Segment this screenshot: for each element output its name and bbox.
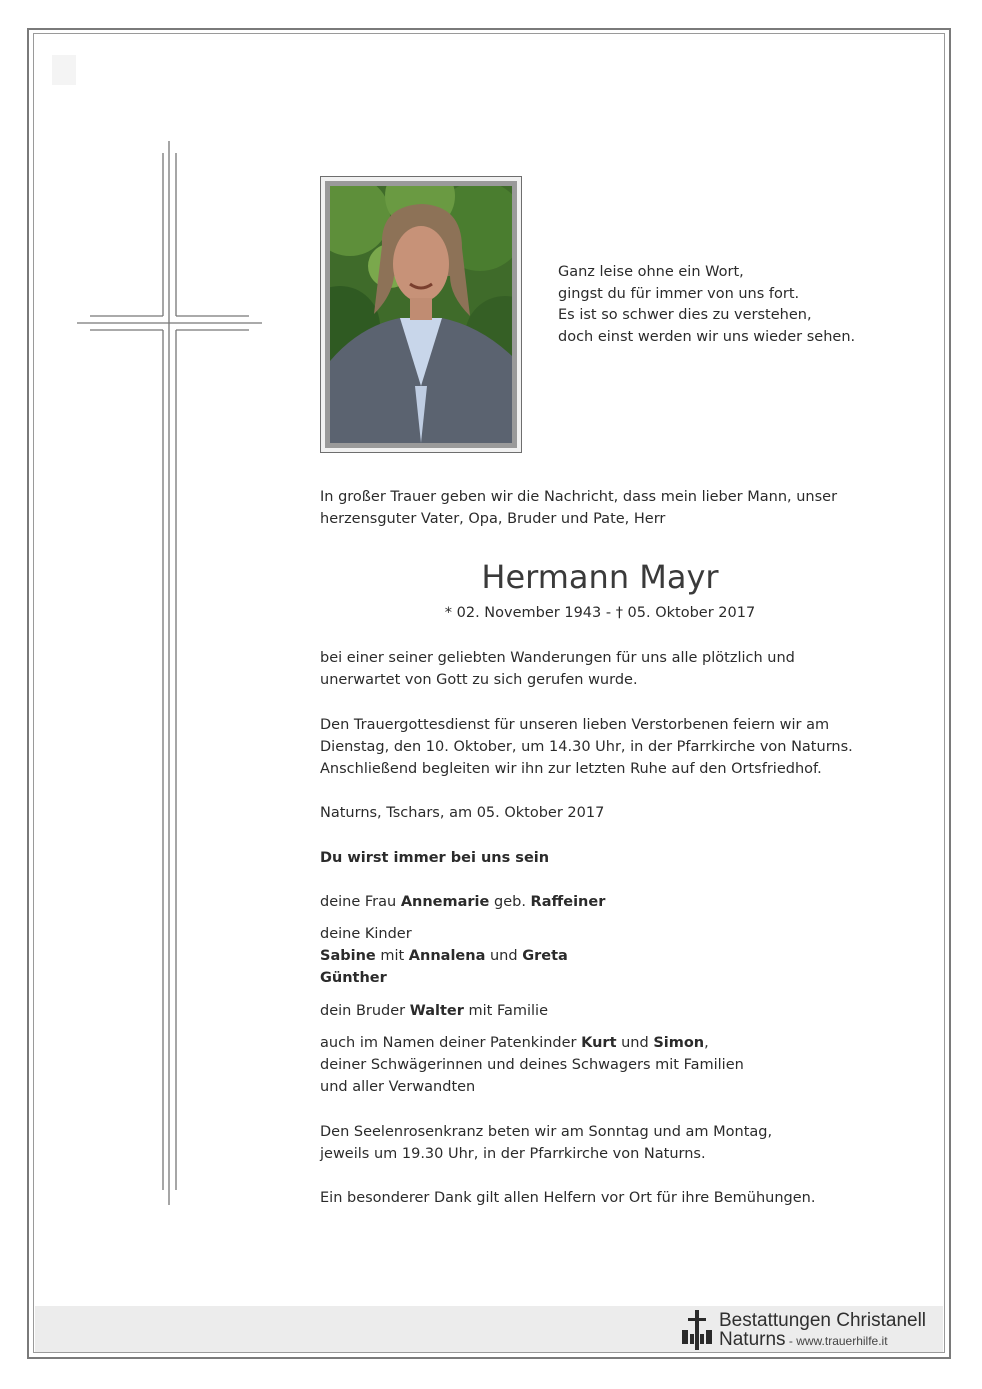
godchild-name: Simon <box>653 1035 705 1051</box>
rosary-text <box>320 1121 772 1165</box>
funeral-line: Dienstag, den 10. Oktober, um 14.30 Uhr, in der Pfarrkirche von Naturns. <box>320 739 853 755</box>
wife-name: Annemarie <box>400 894 490 910</box>
place-date: Naturns, Tschars, am 05. Oktober 2017 <box>320 805 605 821</box>
wife-prefix: deine Frau <box>320 894 401 910</box>
circumstance-line: unerwartet von Gott zu sich gerufen wurde. <box>320 672 638 688</box>
funeral-text <box>320 714 853 780</box>
funeral-line: Anschließend begleiten wir ihn zur letzten Ruhe auf den Ortsfriedhof. <box>320 761 822 777</box>
website-link[interactable]: - www.trauerhilfe.it <box>785 1334 888 1348</box>
poem-line: Es ist so schwer dies zu verstehen, <box>558 307 812 323</box>
poem <box>558 262 855 348</box>
circumstance-text <box>320 647 795 691</box>
brother-prefix: dein Bruder <box>320 1003 410 1019</box>
inlaws-line: deiner Schwägerinnen und deines Schwagers mit Familien <box>320 1057 744 1073</box>
funeral-home-place: Naturns <box>719 1329 786 1350</box>
poem-line: Ganz leise ohne ein Wort, <box>558 264 744 280</box>
rosary-line: Den Seelenrosenkranz beten wir am Sonntag und am Montag, <box>320 1124 773 1140</box>
godchildren-suffix: , <box>704 1035 709 1051</box>
godchildren-prefix: auch im Namen deiner Patenkinder <box>320 1035 582 1051</box>
brother-suffix: mit Familie <box>463 1003 548 1019</box>
cross-logo-icon <box>680 1308 716 1352</box>
godchildren-line <box>320 1032 744 1054</box>
wife-maiden-name: Raffeiner <box>530 894 606 910</box>
grandchild-name: Greta <box>522 948 568 964</box>
poem-line: gingst du für immer von uns fort. <box>558 285 800 302</box>
relatives-line: und aller Verwandten <box>320 1079 476 1095</box>
children-line <box>320 945 568 967</box>
portrait-mat <box>325 181 517 448</box>
deceased-name: Hermann Mayr <box>481 558 719 596</box>
intro-text <box>320 486 837 530</box>
circumstance-line: bei einer seiner geliebten Wanderungen für uns alle plötzlich und <box>320 650 795 666</box>
brother-name: Walter <box>409 1003 464 1019</box>
family-wife <box>320 891 605 913</box>
funeral-home-name: Bestattungen Christanell <box>719 1310 927 1331</box>
rosary-line: jeweils um 19.30 Uhr, in der Pfarrkirche von Naturns. <box>320 1146 706 1162</box>
family-brother <box>320 1000 548 1022</box>
life-dates: * 02. November 1943 - † 05. Oktober 2017 <box>444 605 756 621</box>
footer-place-line <box>719 1330 888 1351</box>
godchild-name: Kurt <box>581 1035 617 1051</box>
family-others <box>320 1032 744 1098</box>
thanks-text: Ein besonderer Dank gilt allen Helfern vor Ort für ihre Bemühungen. <box>320 1190 816 1206</box>
connector-text: und <box>616 1035 654 1051</box>
cross-icon <box>0 0 300 1250</box>
intro-line: herzensguter Vater, Opa, Bruder und Pate, Herr <box>320 511 666 527</box>
poem-line: doch einst werden wir uns wieder sehen. <box>558 328 856 345</box>
family-children <box>320 923 568 989</box>
portrait-photo <box>330 186 512 443</box>
motto: Du wirst immer bei uns sein <box>320 850 550 866</box>
wife-mid: geb. <box>489 894 531 910</box>
intro-line: In großer Trauer geben wir die Nachricht, dass mein lieber Mann, unser <box>320 489 838 505</box>
funeral-line: Den Trauergottesdienst für unseren lieben Verstorbenen feiern wir am <box>320 717 830 733</box>
child-name: Sabine <box>320 948 376 964</box>
connector-text: und <box>485 948 523 964</box>
children-label: deine Kinder <box>320 926 412 942</box>
grandchild-name: Annalena <box>408 948 486 964</box>
portrait-frame <box>320 176 522 453</box>
child-name: Günther <box>320 970 387 986</box>
connector-text: mit <box>375 948 409 964</box>
